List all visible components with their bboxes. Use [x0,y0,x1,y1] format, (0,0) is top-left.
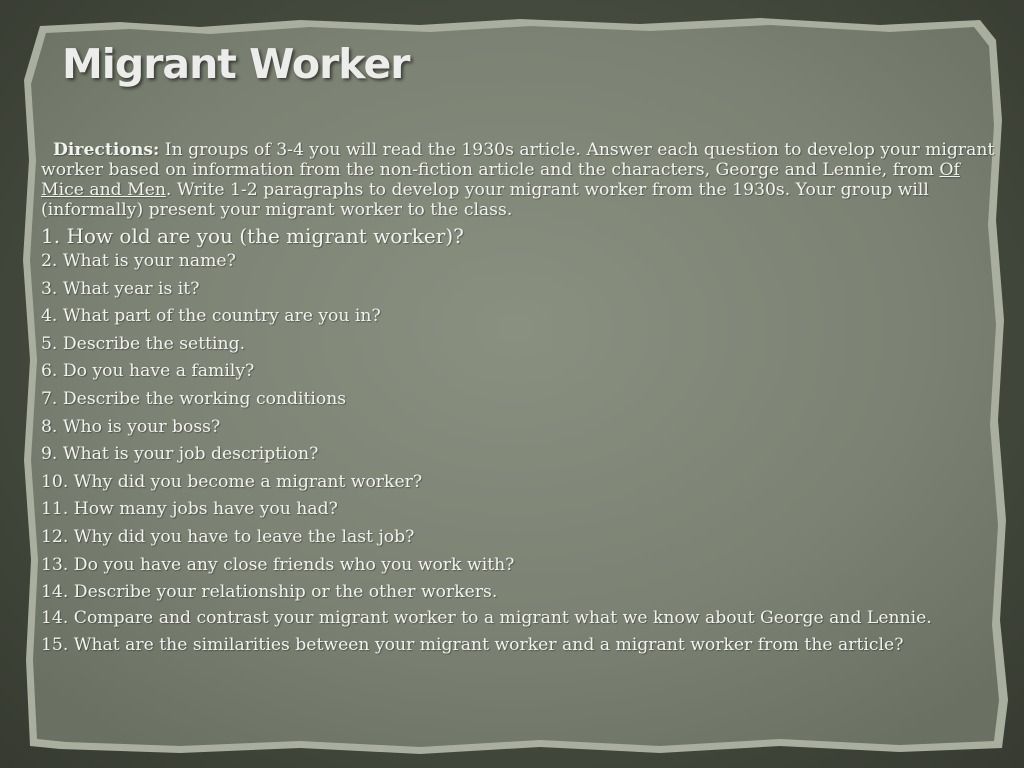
question-item: 14. Compare and contrast your migrant worker to a migrant what we know about George and Lennie. [41,607,932,628]
question-item: 13. Do you have any close friends who you work with? [41,554,515,575]
question-list [41,224,1001,655]
question-item: 14. Describe your relationship or the other workers. [41,582,498,603]
question-item: 12. Why did you have to leave the last job? [41,526,415,547]
slide-title: Migrant Worker [62,40,410,88]
question-item: 9. What is your job description? [41,444,319,465]
directions-text-after: . Write 1-2 paragraphs to develop your migrant worker from the 1930s. Your group will (informally) present your migrant worker to the class. [41,180,929,220]
slide-content [41,140,1001,662]
question-item: 10. Why did you become a migrant worker? [41,471,423,492]
question-item: 1. How old are you (the migrant worker)? [41,224,464,248]
question-item: 8. Who is your boss? [41,416,221,437]
question-item: 5. Describe the setting. [41,333,246,354]
question-item: 11. How many jobs have you had? [41,499,338,520]
book-title: Of Mice and Men [41,160,960,200]
directions-label: Directions: [53,140,160,160]
question-item: 6. Do you have a family? [41,361,255,382]
question-item: 7. Describe the working conditions [41,388,347,409]
directions-paragraph [41,140,1001,220]
question-item: 2. What is your name? [41,251,236,271]
directions-text-before: In groups of 3-4 you will read the 1930s article. Answer each question to develop your migrant worker based on information from the non-fiction article and the characters, George and Lennie, from [41,140,995,180]
question-item: 3. What year is it? [41,278,200,299]
question-item: 4. What part of the country are you in? [41,306,381,327]
question-item: 15. What are the similarities between your migrant worker and a migrant worker from the article? [41,634,904,655]
